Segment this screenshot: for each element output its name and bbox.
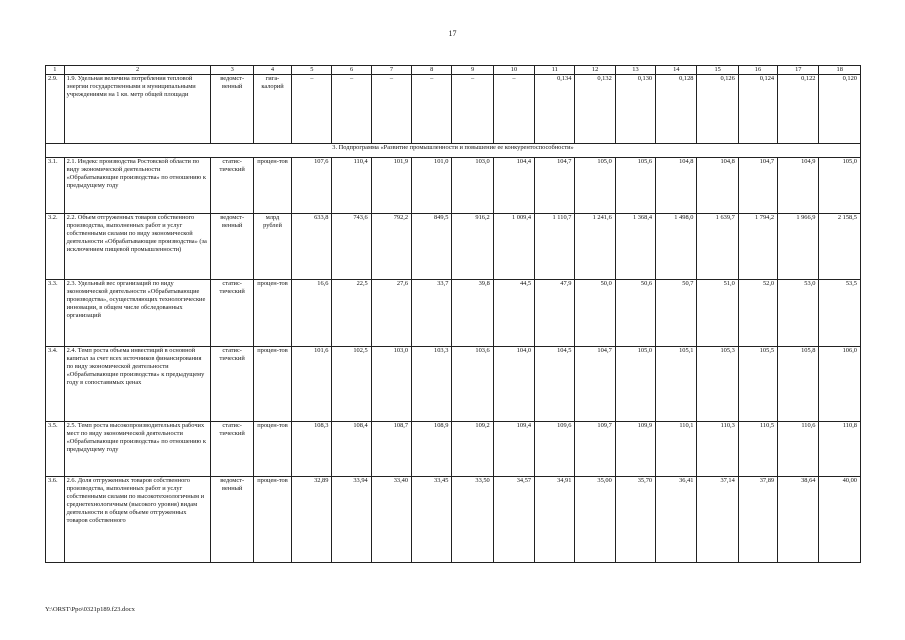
year-value: 916,2 xyxy=(452,214,493,280)
year-value: 108,4 xyxy=(332,422,371,477)
table-row xyxy=(46,158,861,214)
data-source: статис-тический xyxy=(211,158,253,214)
year-value: 22,5 xyxy=(332,280,371,347)
data-source: ведомст-венный xyxy=(211,75,253,144)
year-value: 44,5 xyxy=(493,280,534,347)
year-value: 1 794,2 xyxy=(738,214,777,280)
page-number: 17 xyxy=(448,29,457,38)
year-value: 105,8 xyxy=(778,347,819,422)
year-value: 33,7 xyxy=(412,280,452,347)
column-number: 14 xyxy=(656,66,697,75)
unit-of-measure: млрд рублей xyxy=(253,214,291,280)
data-source: статис-тический xyxy=(211,280,253,347)
year-value: 2 158,5 xyxy=(819,214,861,280)
table-row xyxy=(46,280,861,347)
year-value: 50,0 xyxy=(575,280,615,347)
year-value: 110,3 xyxy=(697,422,738,477)
year-value: – xyxy=(371,75,411,144)
unit-of-measure: процен-тов xyxy=(253,422,291,477)
data-source: статис-тический xyxy=(211,347,253,422)
year-value: 38,64 xyxy=(778,477,819,563)
year-value: 40,00 xyxy=(819,477,861,563)
year-value: 0,128 xyxy=(656,75,697,144)
year-value: 52,0 xyxy=(738,280,777,347)
column-number: 10 xyxy=(493,66,534,75)
year-value: 105,0 xyxy=(615,347,655,422)
year-value: 102,5 xyxy=(332,347,371,422)
unit-of-measure: процен-тов xyxy=(253,347,291,422)
column-number: 6 xyxy=(332,66,371,75)
column-number: 12 xyxy=(575,66,615,75)
year-value: 109,6 xyxy=(535,422,575,477)
column-number: 16 xyxy=(738,66,777,75)
indicator-name: 2.2. Объем отгруженных товаров собственного производства, выполненных работ и услуг собственными силами по виду экономической деятельности «Обрабатывающие производства» (за исключением пищевой промышленности) xyxy=(64,214,211,280)
year-value: 108,3 xyxy=(292,422,332,477)
year-value: 35,00 xyxy=(575,477,615,563)
table-row xyxy=(46,214,861,280)
year-value: 53,0 xyxy=(778,280,819,347)
year-value: 109,4 xyxy=(493,422,534,477)
year-value: 33,50 xyxy=(452,477,493,563)
year-value: 0,132 xyxy=(575,75,615,144)
year-value: 110,5 xyxy=(738,422,777,477)
year-value: 1 009,4 xyxy=(493,214,534,280)
year-value: 110,4 xyxy=(332,158,371,214)
year-value: 103,6 xyxy=(452,347,493,422)
column-number: 2 xyxy=(64,66,211,75)
year-value: 105,1 xyxy=(656,347,697,422)
year-value: 101,6 xyxy=(292,347,332,422)
year-value: 39,8 xyxy=(452,280,493,347)
year-value: 107,6 xyxy=(292,158,332,214)
year-value: 50,7 xyxy=(656,280,697,347)
year-value: 110,8 xyxy=(819,422,861,477)
year-value: 32,89 xyxy=(292,477,332,563)
file-path: Y:\ORST\Ppo\0321p189.f23.docx xyxy=(45,606,135,613)
year-value: 108,9 xyxy=(412,422,452,477)
year-value: 1 498,0 xyxy=(656,214,697,280)
year-value: – xyxy=(412,75,452,144)
column-number: 1 xyxy=(46,66,65,75)
year-value: 34,57 xyxy=(493,477,534,563)
year-value: 104,4 xyxy=(493,158,534,214)
column-number: 15 xyxy=(697,66,738,75)
year-value: 1 966,9 xyxy=(778,214,819,280)
year-value: 105,0 xyxy=(819,158,861,214)
year-value: 16,6 xyxy=(292,280,332,347)
table-row xyxy=(46,347,861,422)
row-number: 3.4. xyxy=(46,347,65,422)
column-number: 18 xyxy=(819,66,861,75)
year-value: 53,5 xyxy=(819,280,861,347)
year-value: 105,3 xyxy=(697,347,738,422)
year-value: 106,0 xyxy=(819,347,861,422)
year-value: 103,0 xyxy=(452,158,493,214)
year-value: 51,0 xyxy=(697,280,738,347)
year-value: 104,0 xyxy=(493,347,534,422)
unit-of-measure: процен-тов xyxy=(253,477,291,563)
year-value: 1 110,7 xyxy=(535,214,575,280)
column-number: 8 xyxy=(412,66,452,75)
year-value: 36,41 xyxy=(656,477,697,563)
column-number-row xyxy=(46,66,861,75)
year-value: 0,122 xyxy=(778,75,819,144)
year-value: 108,7 xyxy=(371,422,411,477)
indicator-name: 2.1. Индекс производства Ростовской области по виду экономической деятельности «Обрабатывающие производства» по отношению к предыдущему году xyxy=(64,158,211,214)
year-value: 104,5 xyxy=(535,347,575,422)
row-number: 3.1. xyxy=(46,158,65,214)
year-value: 0,130 xyxy=(615,75,655,144)
year-value: 109,2 xyxy=(452,422,493,477)
year-value: 34,91 xyxy=(535,477,575,563)
year-value: 33,45 xyxy=(412,477,452,563)
indicator-name: 2.4. Темп роста объема инвестиций в основной капитал за счет всех источников финансирования по виду экономической деятельности «Обрабатывающие производства» к предыдущему году в сопоставимых ценах xyxy=(64,347,211,422)
year-value: 0,134 xyxy=(535,75,575,144)
year-value: 0,120 xyxy=(819,75,861,144)
year-value: 105,0 xyxy=(575,158,615,214)
row-number: 3.2. xyxy=(46,214,65,280)
indicators-table xyxy=(45,65,861,563)
year-value: 633,8 xyxy=(292,214,332,280)
year-value: 104,8 xyxy=(656,158,697,214)
indicator-name: 1.9. Удельная величина потребления тепловой энергии государственными и муниципальными учреждениями на 1 кв. метр общей площади xyxy=(64,75,211,144)
year-value: 104,8 xyxy=(697,158,738,214)
data-source: статис-тический xyxy=(211,422,253,477)
year-value: 109,7 xyxy=(575,422,615,477)
year-value: 849,5 xyxy=(412,214,452,280)
table-row xyxy=(46,422,861,477)
year-value: 0,124 xyxy=(738,75,777,144)
year-value: 0,126 xyxy=(697,75,738,144)
year-value: 33,40 xyxy=(371,477,411,563)
indicator-name: 2.3. Удельный вес организаций по виду экономической деятельности «Обрабатывающие производства», осуществляющих технологические инновации, в общем числе обследованных организаций xyxy=(64,280,211,347)
data-source: ведомст-венный xyxy=(211,214,253,280)
year-value: 37,14 xyxy=(697,477,738,563)
column-number: 11 xyxy=(535,66,575,75)
column-number: 9 xyxy=(452,66,493,75)
year-value: 37,89 xyxy=(738,477,777,563)
column-number: 5 xyxy=(292,66,332,75)
year-value: 792,2 xyxy=(371,214,411,280)
year-value: 105,5 xyxy=(738,347,777,422)
row-number: 2.9. xyxy=(46,75,65,144)
year-value: 105,6 xyxy=(615,158,655,214)
year-value: 27,6 xyxy=(371,280,411,347)
year-value: 47,9 xyxy=(535,280,575,347)
year-value: 1 639,7 xyxy=(697,214,738,280)
year-value: 110,1 xyxy=(656,422,697,477)
section-row xyxy=(46,144,861,158)
table-row xyxy=(46,75,861,144)
year-value: 1 241,6 xyxy=(575,214,615,280)
unit-of-measure: процен-тов xyxy=(253,280,291,347)
indicator-name: 2.5. Темп роста высокопроизводительных рабочих мест по виду экономической деятельности «Обрабатывающие производства» по отношению к предыдущему году xyxy=(64,422,211,477)
year-value: 104,7 xyxy=(738,158,777,214)
year-value: 50,6 xyxy=(615,280,655,347)
year-value: 743,6 xyxy=(332,214,371,280)
section-title: 3. Подпрограмма «Развитие промышленности и повышение ее конкурентоспособности» xyxy=(46,144,861,158)
year-value: 101,0 xyxy=(412,158,452,214)
row-number: 3.6. xyxy=(46,477,65,563)
year-value: – xyxy=(493,75,534,144)
row-number: 3.5. xyxy=(46,422,65,477)
year-value: 33,94 xyxy=(332,477,371,563)
indicator-name: 2.6. Доля отгруженных товаров собственного производства, выполненных работ и услуг собственными силами по высокотехнологичным и среднетехнологичным (высокого уровня) видам деятельности в общем объеме отгруженных товаров собственного xyxy=(64,477,211,563)
year-value: 103,3 xyxy=(412,347,452,422)
year-value: 104,9 xyxy=(778,158,819,214)
column-number: 3 xyxy=(211,66,253,75)
year-value: 104,7 xyxy=(535,158,575,214)
column-number: 7 xyxy=(371,66,411,75)
year-value: 104,7 xyxy=(575,347,615,422)
year-value: 103,0 xyxy=(371,347,411,422)
year-value: – xyxy=(452,75,493,144)
year-value: 109,9 xyxy=(615,422,655,477)
year-value: 110,6 xyxy=(778,422,819,477)
unit-of-measure: гига-калорий xyxy=(253,75,291,144)
column-number: 4 xyxy=(253,66,291,75)
data-source: ведомст-венный xyxy=(211,477,253,563)
year-value: 35,70 xyxy=(615,477,655,563)
year-value: – xyxy=(332,75,371,144)
year-value: – xyxy=(292,75,332,144)
year-value: 1 368,4 xyxy=(615,214,655,280)
column-number: 17 xyxy=(778,66,819,75)
year-value: 101,9 xyxy=(371,158,411,214)
column-number: 13 xyxy=(615,66,655,75)
table-row xyxy=(46,477,861,563)
unit-of-measure: процен-тов xyxy=(253,158,291,214)
row-number: 3.3. xyxy=(46,280,65,347)
